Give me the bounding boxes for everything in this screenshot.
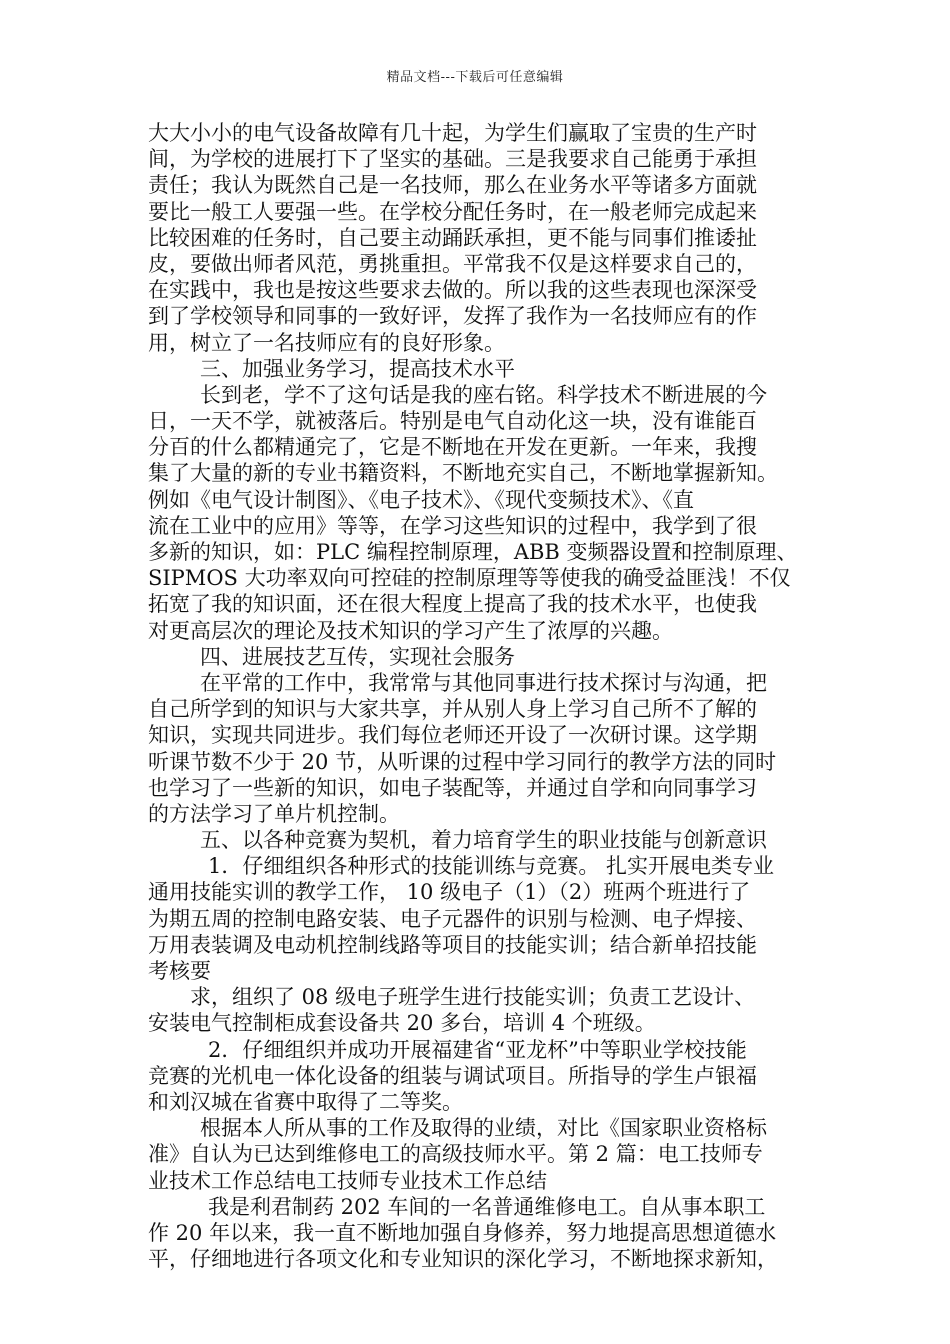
text-line: SIPMOS 大功率双向可控硅的控制原理等等使我的确受益匪浅！不仅 (148, 566, 791, 591)
text-line: 三、加强业务学习，提高技术水平 (200, 356, 515, 381)
text-line: 大大小小的电气设备故障有几十起，为学生们赢取了宝贵的生产时 (148, 121, 757, 145)
text-line: 责任；我认为既然自己是一名技师，那么在业务水平等诸多方面就 (148, 173, 757, 198)
text-line: 竞赛的光机电一体化设备的组装与调试项目。所指导的学生卢银福 (148, 1063, 757, 1088)
text-line: 通用技能实训的教学工作， 10 级电子（1）（2）班两个班进行了 (148, 880, 751, 905)
text-line: 四、进展技艺互传，实现社会服务 (200, 644, 515, 669)
text-line: 作 20 年以来，我一直不断地加强自身修养，努力地提高思想道德水 (148, 1220, 777, 1245)
text-line: 求，组织了 08 级电子班学生进行技能实训；负责工艺设计、 (190, 985, 756, 1010)
text-line: 也学习了一些新的知识，如电子装配等，并通过自学和向同事学习 (148, 775, 757, 800)
text-line: 对更高层次的理论及技术知识的学习产生了浓厚的兴趣。 (148, 618, 673, 643)
text-line: 考核要 (148, 959, 211, 983)
text-line: 自己所学到的知识与大家共享，并从别人身上学习自己所不了解的 (148, 697, 757, 722)
text-line: 日，一天不学，就被落后。特别是电气自动化这一块，没有谁能百 (148, 409, 757, 434)
document-body (148, 120, 824, 1272)
text-line: 我是利君制药 202 车间的一名普通维修电工。自从事本职工 (208, 1194, 766, 1219)
text-line: 拓宽了我的知识面，还在很大程度上提高了我的技术水平，也使我 (148, 592, 757, 617)
text-line: 分百的什么都精通完了，它是不断地在开发在更新。一年来，我搜 (148, 435, 757, 460)
text-line: 五、以各种竞赛为契机，着力培育学生的职业技能与创新意识 (200, 828, 767, 853)
text-line: 到了学校领导和同事的一致好评，发挥了我作为一名技师应有的作 (148, 304, 757, 329)
text-line: 长到老，学不了这句话是我的座右铭。科学技术不断进展的今 (200, 382, 767, 407)
page-header: 精品文档---下载后可任意编辑 (386, 70, 564, 85)
text-line: 为期五周的控制电路安装、电子元器件的识别与检测、电子焊接、 (148, 906, 757, 931)
text-line: 知识，实现共同进步。我们每位老师还开设了一次研讨课。这学期 (148, 723, 757, 748)
text-line: 平，仔细地进行各项文化和专业知识的深化学习，不断地探求新知， (148, 1247, 778, 1272)
text-line: 用，树立了一名技师应有的良好形象。 (148, 330, 505, 355)
text-line: 流在工业中的应用》等等，在学习这些知识的过程中，我学到了很 (148, 513, 757, 538)
text-line: 集了大量的新的专业书籍资料，不断地充实自己，不断地掌握新知。 (148, 461, 778, 486)
text-line: 万用表装调及电动机控制线路等项目的技能实训；结合新单招技能 (148, 932, 757, 957)
text-line: 根据本人所从事的工作及取得的业绩，对比《国家职业资格标 (200, 1116, 767, 1141)
text-line: 要比一般工人要强一些。在学校分配任务时，在一般老师完成起来 (148, 199, 757, 224)
text-line: 准》自认为已达到维修电工的高级技师水平。第 2 篇：电工技师专 (148, 1142, 763, 1167)
text-line: 比较困难的任务时，自己要主动踊跃承担，更不能与同事们推诿扯 (148, 225, 757, 250)
text-line: 安装电气控制柜成套设备共 20 多台，培训 4 个班级。 (148, 1011, 656, 1036)
text-line: 多新的知识，如：PLC 编程控制原理，ABB 变频器设置和控制原理、 (148, 540, 798, 564)
text-line: 皮，要做出师者风范，勇挑重担。平常我不仅是这样要求自己的， (148, 251, 757, 276)
text-line: 在平常的工作中，我常常与其他同事进行技术探讨与沟通，把 (200, 670, 767, 695)
text-line: 在实践中，我也是按这些要求去做的。所以我的这些表现也深深受 (148, 278, 757, 303)
text-line: 1．仔细组织各种形式的技能训练与竞赛。 扎实开展电类专业 (208, 854, 775, 879)
text-line: 的方法学习了单片机控制。 (148, 801, 400, 826)
text-line: 2．仔细组织并成功开展福建省“亚龙杯”中等职业学校技能 (208, 1037, 747, 1062)
text-line: 和刘汉城在省赛中取得了二等奖。 (148, 1089, 463, 1114)
text-line: 业技术工作总结电工技师专业技术工作总结 (148, 1168, 547, 1193)
text-line: 听课节数不少于 20 节，从听课的过程中学习同行的教学方法的同时 (148, 749, 777, 774)
text-line: 间，为学校的进展打下了坚实的基础。三是我要求自己能勇于承担 (148, 147, 757, 172)
text-line: 例如《电气设计制图》、《电子技术》、《现代变频技术》、《直 (148, 487, 694, 512)
